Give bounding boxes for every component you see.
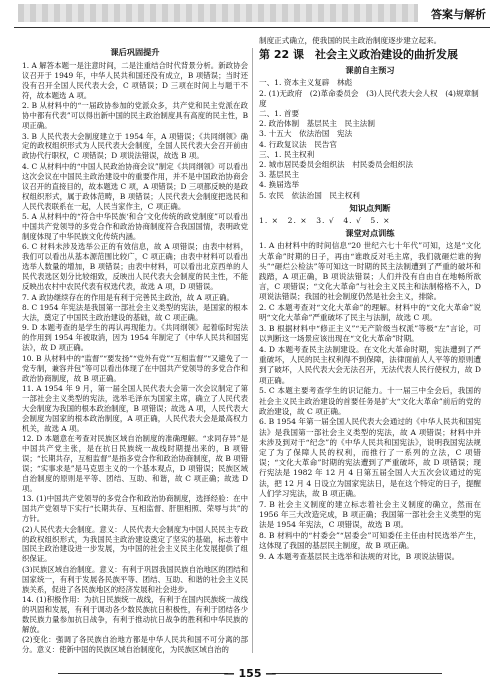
class-answer-paragraph: 7. B 社会主义制度的建立标志着社会主义制度的确立，然而在 1956 年三大改造完成，B 项正确；我国第一部社会主义类型的宪法是 1954 年宪法，C 项错误，故选 B 项。 xyxy=(259,499,481,529)
preview-answer-list xyxy=(259,78,481,200)
section-title-class-training: 课堂对点训练 xyxy=(345,228,395,239)
answer-paragraph: 14. (1)积极作用：为抗日民族统一战线，有利于在国内民族统一战线的巩固和发展，有利于调动各少数民族抗日积极性，有利于团结各少数民族力量参加抗日战争，有利于推动抗日战争的胜利和中华民族的解放。 xyxy=(22,595,248,634)
class-answer-paragraph: 9. A 本题考查基层民主选举和法规的对比，B 项说法错误。 xyxy=(259,551,460,561)
page-number-value: 155 xyxy=(238,667,262,680)
answer-paragraph: 8. C 1954 年宪法是我国第一部社会主义类型的宪法，是国家的根本大法，奠定了中国民主政治建设的基础，故 C 项正确。 xyxy=(22,302,248,322)
preview-answer-line: 3. 基层民主 xyxy=(259,170,300,180)
preview-answer-line: 2. (1)无政府 (2)革命委员会 (3)人民代表大会人权 (4)规章制度 xyxy=(259,88,479,108)
answer-paragraph: 1. A 解答本题一是注意时间，二是注重结合时代背景分析。新政协会议召开于 1949 年，中华人民共和国还没有成立，B 项错误；当时还没有召开全国人民代表大会，C 项错误；D 三项在时间上与题干不符，故本题选 A 项。 xyxy=(22,60,248,100)
answer-paragraph: 13. (1)中国共产党领导的多党合作和政治协商制度，选择经验：在中国共产党领导下实行“长期共存、互相监督、肝胆相照、荣辱与共”的方针。 xyxy=(22,494,248,524)
class-answer-paragraph: 2. C 本题考查对“文化大革命”的理解。材料中的“文化大革命”说明“文化大革命”严重破坏了民主与法制，故选 C 项。 xyxy=(259,303,481,323)
page-number: — 155 — xyxy=(223,667,277,680)
preview-answer-line: 5. 农民 依法治国 民主权利 xyxy=(259,190,360,200)
answer-paragraph: 11. A 1954 年 9 月，第一届全国人民代表大会第一次会议制定了第一部社会主义类型的宪法，选举毛泽东为国家主席，确立了人民代表大会制度为我国的根本政治制度，B 项错误；故选 A 项，人民代表大会制度为国家的根本政治制度，A 项正确，人民代表大会是最高权力机关，故选 A 项。 xyxy=(22,383,248,433)
answer-paragraph: (2)变化：强调了各民族自治地方都是中华人民共和国不可分离的部分。意义：使新中国的民族区域自治制度化，为民族区域自治的 xyxy=(22,635,248,655)
section-title-consolidation: 课后巩固提升 xyxy=(110,47,160,57)
header-decoration xyxy=(18,4,418,22)
right-column xyxy=(259,36,481,562)
preview-answer-line: 2. 城市居民委员会组织法 村民委员会组织法 xyxy=(259,160,413,170)
answer-paragraph: (3)民族区域自治制度。意义：有利于巩固我国民族自治地区的团结和国家统一，有利于发展各民族平等、团结、互助、和谐的社会主义民族关系，促进了各民族地区的经济发展和社会进步。 xyxy=(22,564,248,594)
page-header xyxy=(0,0,500,30)
preview-answer-line: 4. 行政复议法 民告官 xyxy=(259,139,338,149)
section-title-judgement: 知识点判断 xyxy=(349,202,391,213)
answer-paragraph: 12. D 本题意在考查对民族区域自治制度的准确理解。“求同存异”是中国共产党主张，是在抗日民族统一战线时期提出来的，B 项错误；“长期共存，互相监督”是指多党合作和政治协商制度，故 B 项错误；“实事求是”是马克思主义的一个基本观点，D 项错误；民族区域自治制度的原则是平等、团结、互助、和谐，故 C 项正确；故选 D 项。 xyxy=(22,434,248,493)
class-answer-list xyxy=(259,241,481,561)
right-intro: 制度正式确立，使我国的民主政治制度逐步建立起来。 xyxy=(259,36,442,45)
preview-answer-line: 2. 政治体制 基层民主 民主法制 xyxy=(259,119,375,129)
header-title: 答案与解析 xyxy=(431,8,486,21)
class-answer-paragraph: 3. B 根据材料中“修正主义”“无产阶级当权派”等极“左”言论，可以判断这一场景应该出现在“文化大革命”时期。 xyxy=(259,324,481,344)
answer-paragraph: (2)人民代表大会制度。意义：人民代表大会制度为中国人民民主专政的政权组织形式，为我国民主政治建设奠定了坚实的基础，标志着中国民主政治建设进一步发展，为中国的社会主义民主化发展提供了组织保证。 xyxy=(22,524,248,564)
column-divider xyxy=(252,48,253,653)
answer-paragraph: 3. B 人民代表大会制度建立于 1954 年，A 项错误；《共同纲领》确定的政权组织形式为人民代表大会制度，全国人民代表大会召开前由政协代行职权，C 项错误；D 项说法错误，故选 B 项。 xyxy=(22,131,248,161)
left-answer-list xyxy=(22,61,248,655)
answer-paragraph: 5. A 从材料中的“符合中华民族‘和合’文化传统的政党制度”可以看出中国共产党领导的多党合作和政治协商制度符合我国国情，表明政党制度体现了中华民族文化传统内涵。 xyxy=(22,212,248,241)
answer-paragraph: 9. D 本题考查的是学生的再认再现能力。《共同纲领》起着临时宪法的作用到 1954 年被取消，因为 1954 年制定了《中华人民共和国宪法》，故 D 项正确。 xyxy=(22,323,248,353)
preview-answer-line: 一、1. 资本主义复辟 林彪 xyxy=(259,78,353,88)
class-answer-paragraph: 6. B 1954 年第一届全国人民代表大会通过的《中华人民共和国宪法》是我国第一部社会主义类型的宪法，故 A 项错误；材料中并未涉及到对于“纪念”的《中华人民共和国宪法》，说明我国宪法规定了为了保障人民的权利，而推行了一系列的立法，C 项错误；“文化大革命”时期的宪法遭到了严重破坏，故 D 项错误；现行宪法是 1982 年 12 月 4 日第五届全国人大五次会议通过的宪法，把 12 月 4 日设立为国家宪法日，是在这个特定的日子，提醒人们学习宪法，故 B 项正确。 xyxy=(259,417,481,498)
preview-answer-line: 4. 换届选举 xyxy=(259,180,300,190)
preview-answer-line: 三、1. 民主权利 xyxy=(259,149,315,159)
answer-paragraph: 10. B 从材料中的“监督”“要发扬”“党外有党”“互相监督”“又避免了一党专制，兼容并包”等可以看出体现了在中国共产党领导的多党合作和政治协商制度，故 B 项正确。 xyxy=(22,353,248,383)
preview-answer-line: 二、1. 首要 xyxy=(259,109,300,119)
left-column xyxy=(22,36,248,656)
lesson-title: 第 22 课 社会主义政治建设的曲折发展 xyxy=(259,48,458,62)
judgement-answers: 1. × 2. × 3. √ 4. √ 5. × xyxy=(259,216,391,226)
class-answer-paragraph: 1. A 由材料中的时间信息“20 世纪六七十年代”可知，这是“文化大革命”时期的日子，再由“谁敢反对毛主席，我们就砸烂谁的狗头”“砸烂公检法”等可知这一时期的民主法制遭到了严重的破坏和践踏，A 项正确，B 项说法错误；人们并没有自由自在地畅所欲言，C 项错误；“文化大革命”与社会主义民主和法制格格不入，D 项说法错误；我国的社会制度仍然是社会主义，排除。 xyxy=(259,241,481,302)
answer-paragraph: 2. B 从材料中的“一届政协参加的党派众多，共产党和民主党派在政协中都有代表”可以得出新中国的民主政治制度具有高度的民主性，B 项正确。 xyxy=(22,101,248,131)
answer-paragraph: 4. C 从材料中的“中国人民政治协商会议”制定《共同纲领》可以看出这次会议在中国民主政治建设中的重要作用，并不是中国政治协商会议召开的直接目的，故本题选 C 项，A 项错误；D 三项都反映的是政权组织形式，属于政体范畴，B 项错误；人民代表大会制度把选民和人民代表联系在一起，人民当家作主，C 项正确。 xyxy=(22,161,248,211)
preview-answer-line: 3. 十五大 依法治国 宪法 xyxy=(259,129,353,139)
class-answer-paragraph: 8. B 材料中的“村委会”“居委会”可知委任主任由村民选举产生，这体现了我国的基层民主制度，故 B 项正确。 xyxy=(259,530,481,550)
class-answer-paragraph: 4. D 本题考查民主法制建设。在文化大革命时期，宪法遭到了严重破坏，人民的民主权利得不到保障，法律面前人人平等的原则遭到了破坏，人民代表大会无法召开，无法代表人民行使权力，故 D 项正确。 xyxy=(259,344,481,385)
answer-paragraph: 7. A 政协继续存在的作用是有利于完善民主政治，故 A 项正确。 xyxy=(22,292,234,302)
class-answer-paragraph: 5. C 本题主要考查学生的识记能力。十一届三中全会后，我国的社会主义民主政治建设的首要任务是扩大“文化大革命”前后的党的政治建设，故 C 项正确。 xyxy=(259,386,481,416)
header-rule xyxy=(14,27,490,28)
answer-paragraph: 6. C 材料未涉及选举公正的有效信息，故 A 项错误；由表中材料，我们可以看出从基本源范围比较广，C 项正确；由表中材料可以看出选举人数量的增加，B 项错误；由表中材料，可以看出北京西单的人民代表选区划分比较细致，反映出人民代表大会制度的民主性，不能反映出农村中农民代表有权选代表，故选 A 项，D 项错误。 xyxy=(22,242,248,292)
section-title-preview: 课前自主预习 xyxy=(345,65,395,76)
